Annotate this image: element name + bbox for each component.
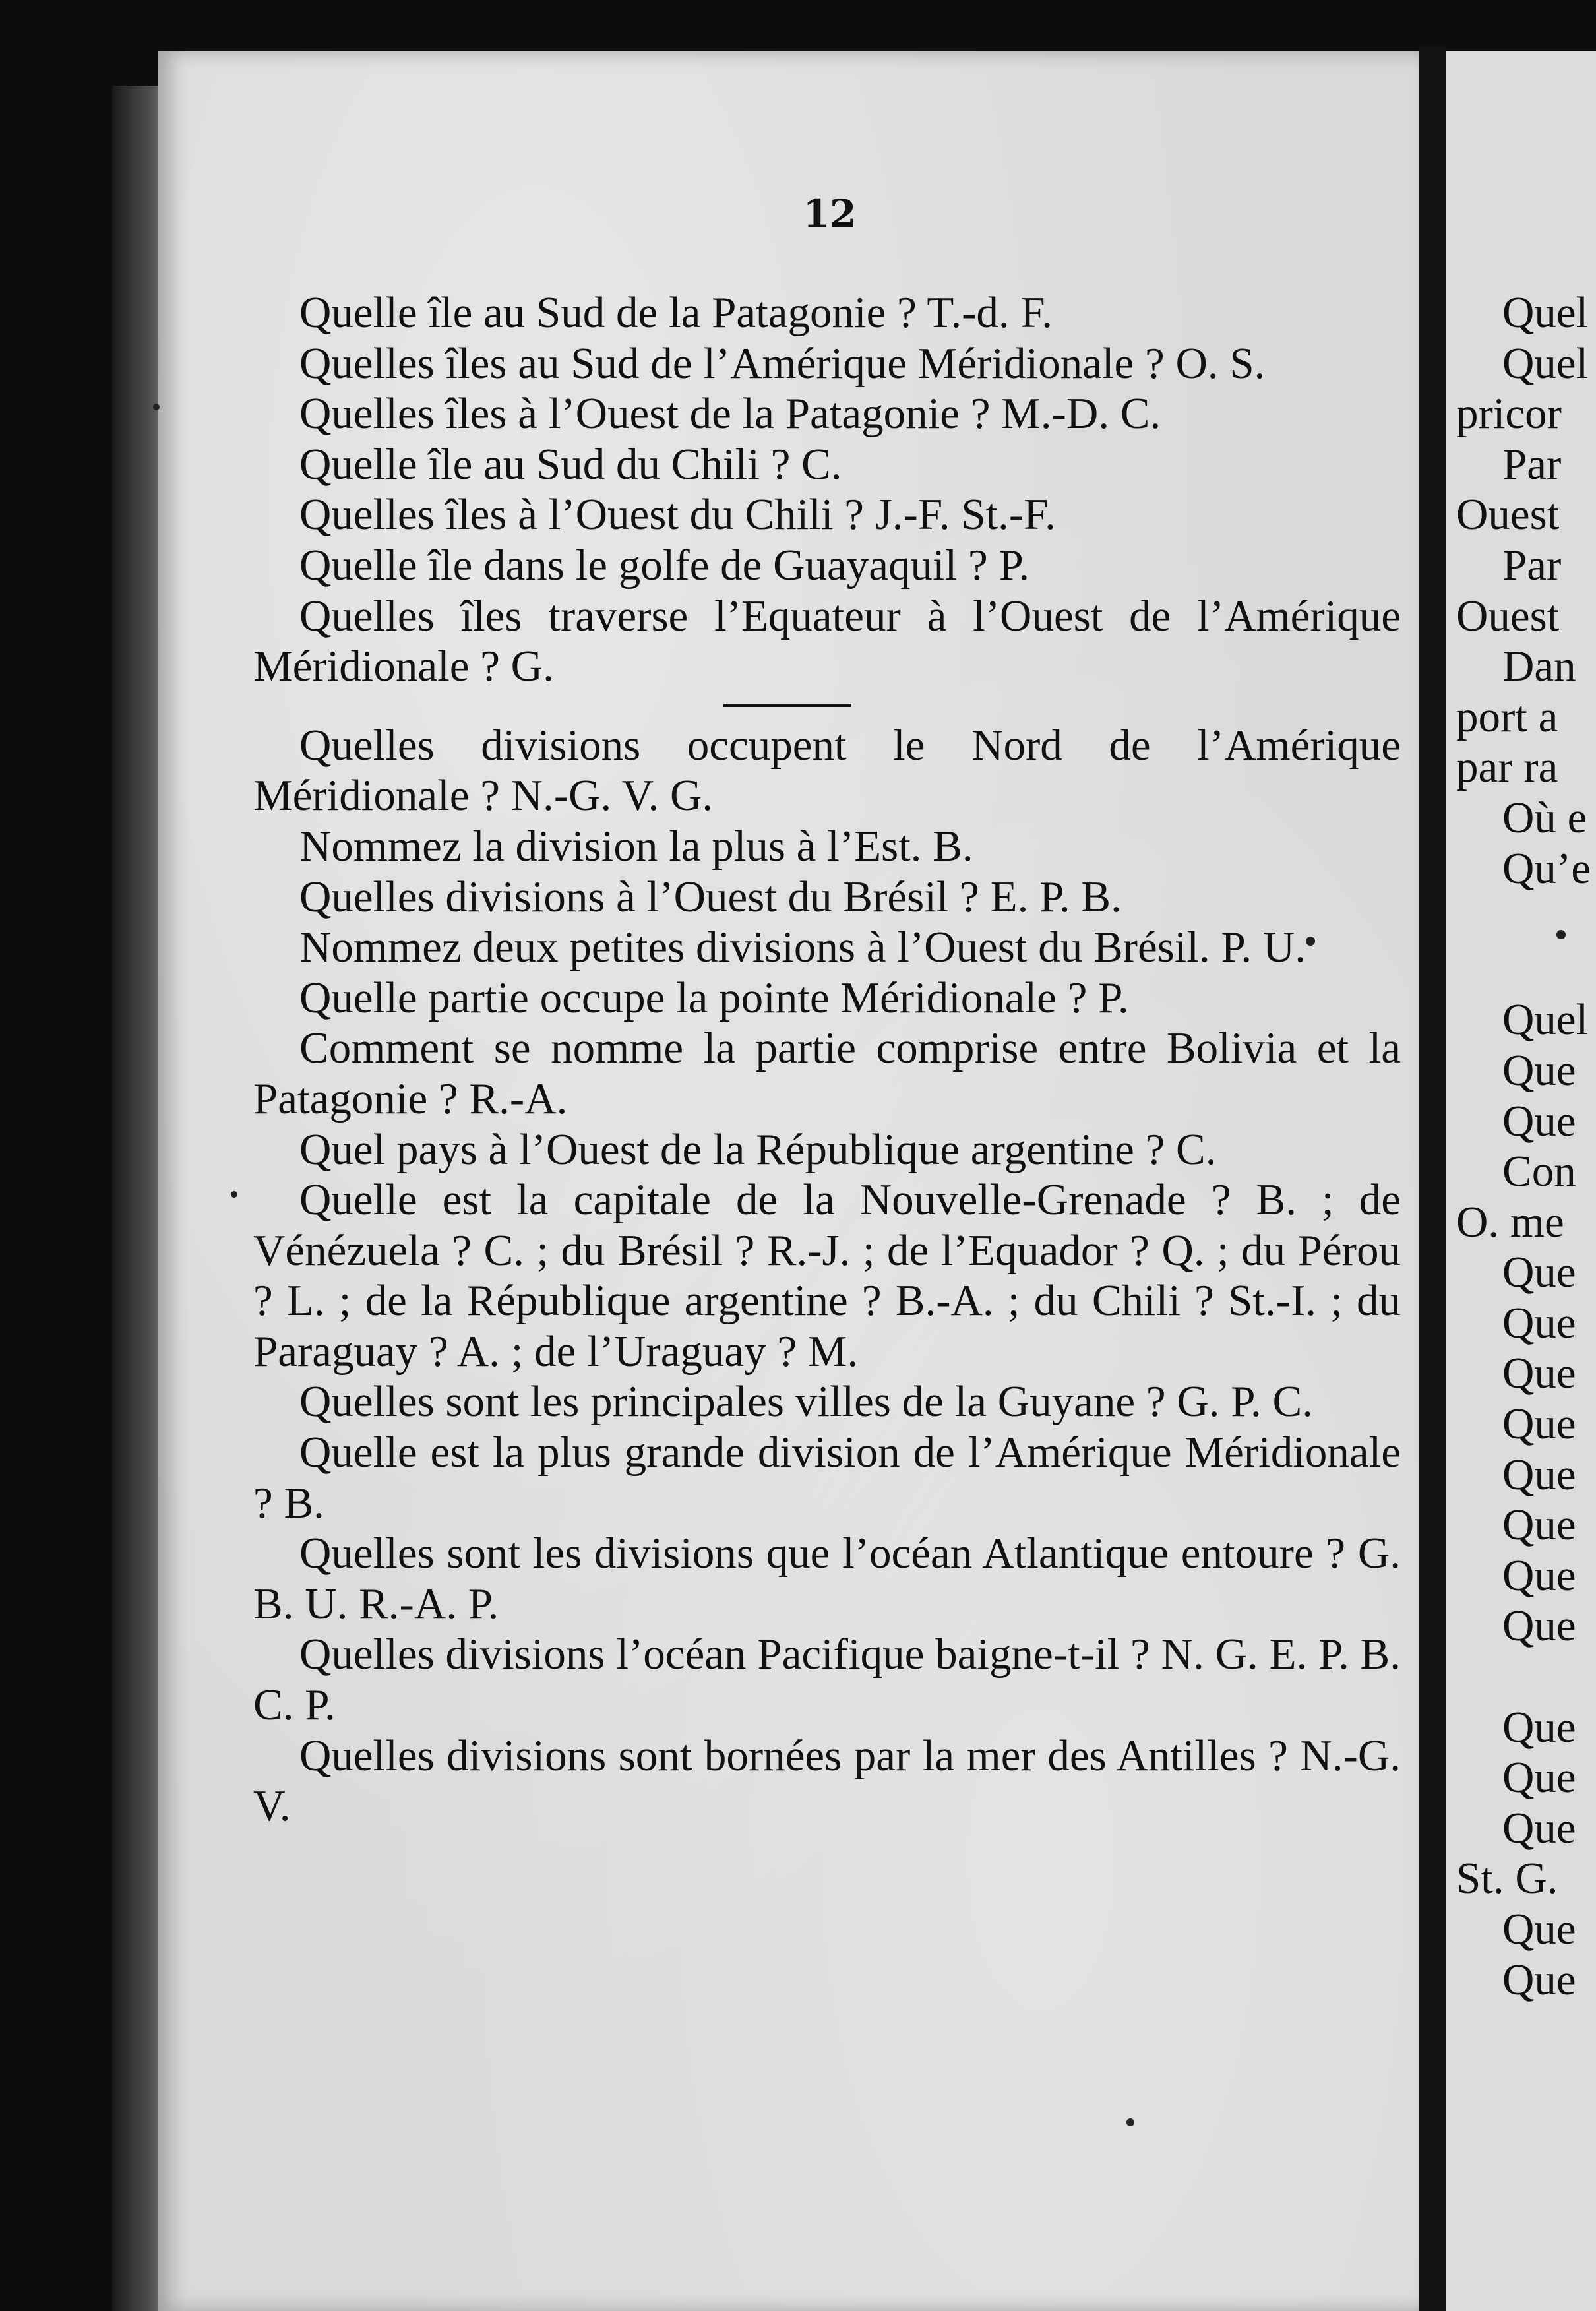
question-paragraph: Quelles divisions l’océan Pacifique baigne-t-il ? N. G. E. P. B. C. P. bbox=[253, 1630, 1401, 1730]
right-page-line: Que bbox=[1502, 1905, 1576, 1954]
question-paragraph: Nommez la division la plus à l’Est. B. bbox=[299, 821, 973, 871]
question-paragraph: Quelles divisions à l’Ouest du Brésil ? E. P. B. bbox=[299, 872, 1122, 921]
right-page-line: Que bbox=[1502, 1248, 1576, 1297]
right-page-line: Ouest bbox=[1456, 490, 1560, 539]
question-paragraph: Quelle île au Sud de la Patagonie ? T.-d. F. bbox=[299, 288, 1053, 337]
question-paragraph: Quelles îles au Sud de l’Amérique Méridionale ? O. S. bbox=[299, 338, 1266, 388]
right-page-line: Où e bbox=[1502, 793, 1587, 842]
right-page-text bbox=[1456, 288, 1596, 2005]
right-page-line: Que bbox=[1502, 1450, 1576, 1499]
question-paragraph: Quelle est la plus grande division de l’Amérique Méridionale ? B. bbox=[253, 1428, 1401, 1527]
right-page-line: Que bbox=[1502, 1045, 1576, 1095]
right-page-line: Que bbox=[1502, 1702, 1576, 1752]
right-page-line: Quel bbox=[1502, 995, 1589, 1045]
right-page-line: Que bbox=[1502, 1298, 1576, 1347]
question-paragraph: Quelle partie occupe la pointe Méridionale ? P. bbox=[299, 973, 1129, 1022]
right-page-line bbox=[1456, 1651, 1596, 1702]
ink-speck bbox=[231, 1191, 237, 1198]
page-gutter bbox=[1419, 46, 1446, 2311]
right-page-line: pricor bbox=[1456, 389, 1562, 439]
right-page-line: St. G. bbox=[1456, 1854, 1558, 1903]
right-page-line: par ra bbox=[1456, 743, 1558, 792]
right-page-line: Que bbox=[1502, 1551, 1576, 1600]
question-paragraph: Quelles sont les divisions que l’océan Atlantique entoure ? G. B. U. R.-A. P. bbox=[253, 1529, 1401, 1628]
right-page-line: Que bbox=[1502, 1753, 1576, 1803]
right-page-line: Que bbox=[1502, 1096, 1576, 1146]
right-page-line: Que bbox=[1502, 1955, 1576, 2004]
question-paragraph: Quelles îles à l’Ouest de la Patagonie ? M.-D. C. bbox=[299, 389, 1161, 439]
question-paragraph: Nommez deux petites divisions à l’Ouest du Brésil. P. U. bbox=[299, 923, 1306, 972]
right-page-line: Quel bbox=[1502, 288, 1589, 337]
question-paragraph: Quelles sont les principales villes de la Guyane ? G. P. C. bbox=[299, 1377, 1313, 1427]
right-page-line bbox=[1456, 894, 1596, 944]
right-page-line: O. me bbox=[1456, 1197, 1564, 1247]
section-divider bbox=[723, 704, 851, 707]
right-page-line: Par bbox=[1502, 439, 1562, 489]
right-page-line: Ouest bbox=[1456, 591, 1560, 640]
right-page-line: Qu’e bbox=[1502, 844, 1591, 893]
right-page-line: Con bbox=[1502, 1147, 1576, 1196]
right-page-line: Que bbox=[1502, 1400, 1576, 1449]
question-paragraph: Quel pays à l’Ouest de la République argentine ? C. bbox=[299, 1125, 1217, 1174]
question-paragraph: Comment se nomme la partie comprise entre Bolivia et la Patagonie ? R.-A. bbox=[253, 1024, 1401, 1123]
right-page-line: Quel bbox=[1502, 338, 1589, 388]
question-paragraph: Quelles îles à l’Ouest du Chili ? J.-F. St.-F. bbox=[299, 490, 1056, 539]
question-paragraph: Quelle est la capitale de la Nouvelle-Grenade ? B. ; de Vénézuela ? C. ; du Brésil ? R.-J. ; de l’Equador ? Q. ; du Pérou ? L. ; de la République argentine ? B.-A. ; du Chili ? St.-I. ; du Paraguay ? A. ; de l’Uraguay ? M. bbox=[253, 1175, 1401, 1376]
right-page-line: port a bbox=[1456, 692, 1558, 741]
right-page-line: Que bbox=[1502, 1349, 1576, 1398]
question-paragraph: Quelles divisions occupent le Nord de l’Amérique Méridionale ? N.-G. V. G. bbox=[253, 720, 1401, 820]
right-page-line: Dan bbox=[1502, 642, 1576, 691]
question-paragraph: Quelles îles traverse l’Equateur à l’Ouest de l’Amérique Méridionale ? G. bbox=[253, 591, 1401, 691]
divisions-questions bbox=[253, 720, 1401, 1832]
ink-speck bbox=[1556, 930, 1566, 939]
question-paragraph: Quelle île au Sud du Chili ? C. bbox=[299, 439, 842, 489]
right-page-line: Que bbox=[1502, 1803, 1576, 1853]
page-number: 12 bbox=[803, 191, 857, 236]
right-page-line: Que bbox=[1502, 1601, 1576, 1651]
page-text bbox=[253, 288, 1401, 1832]
ink-speck bbox=[153, 404, 160, 410]
right-page-line: Que bbox=[1502, 1500, 1576, 1550]
ink-speck bbox=[1126, 2118, 1134, 2126]
right-page-line: Par bbox=[1502, 540, 1562, 590]
question-paragraph: Quelle île dans le golfe de Guayaquil ? P. bbox=[299, 540, 1030, 590]
right-page-line bbox=[1456, 944, 1596, 995]
question-paragraph: Quelles divisions sont bornées par la mer des Antilles ? N.-G. V. bbox=[253, 1731, 1401, 1831]
islands-questions bbox=[253, 288, 1401, 692]
ink-speck bbox=[1306, 937, 1315, 946]
